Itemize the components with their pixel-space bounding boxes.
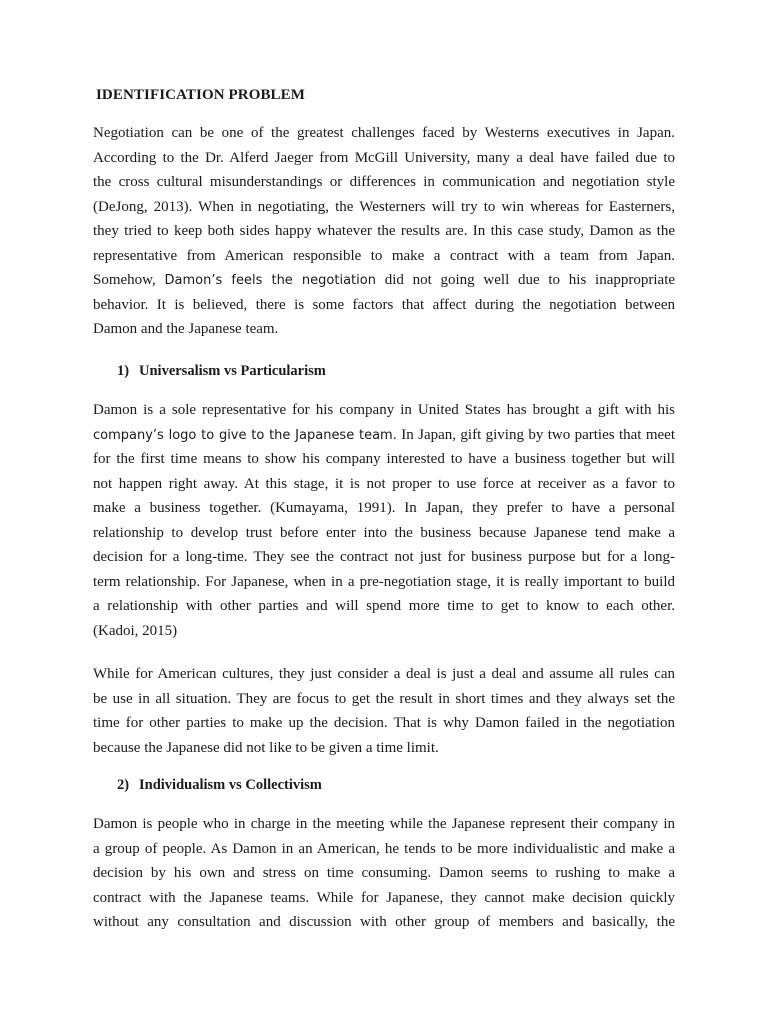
section-heading-1 xyxy=(117,363,326,380)
intro-paragraph xyxy=(93,121,675,342)
section2-paragraph-1 xyxy=(93,812,675,935)
text-line-mixed xyxy=(93,268,675,293)
text-line: While for American cultures, they just consider a deal is just a deal and assume all rules can xyxy=(93,666,675,682)
text-line: According to the Dr. Alferd Jaeger from McGill University, many a deal have failed due to xyxy=(93,149,675,166)
text-line: Damon is a sole representative for his company in United States has brought a gift with his xyxy=(93,402,675,418)
page-title: IDENTIFICATION PROBLEM xyxy=(96,87,306,103)
text-line: a relationship with other parties and will spend more time to get to know to each other. xyxy=(93,598,675,614)
text-line: Damon and the Japanese team. xyxy=(93,321,279,337)
text-line: behavior. It is believed, there is some factors that affect during the negotiation between xyxy=(93,296,675,313)
text-line: decision by his own and stress on time consuming. Damon seems to rushing to make a xyxy=(93,865,675,881)
text-line: Negotiation can be one of the greatest challenges faced by Westerns executives in Japan. xyxy=(93,125,675,141)
section-number: 1) xyxy=(117,363,130,379)
text-line: make a business together. (Kumayama, 1991). In Japan, they prefer to have a personal xyxy=(93,500,675,516)
text-line: term relationship. For Japanese, when in a pre-negotiation stage, it is really important to build xyxy=(93,573,675,590)
text-line: Damon is people who in charge in the meeting while the Japanese represent their company in xyxy=(93,816,675,832)
text-line: the cross cultural misunderstandings or differences in communication and negotiation style xyxy=(93,174,675,190)
text-line: they tried to keep both sides happy whatever the results are. In this case study, Damon as the xyxy=(93,223,675,239)
section1-paragraph-2 xyxy=(93,662,675,760)
text-line: representative from American responsible to make a contract with a team from Japan. xyxy=(93,247,675,264)
text-line-mixed xyxy=(93,423,675,448)
section-heading-2 xyxy=(117,777,322,794)
text-line: not happen right away. At this stage, it is not proper to use force at receiver as a favor to xyxy=(93,475,675,492)
text-line: (DeJong, 2013). When in negotiating, the Westerners will try to win whereas for Easterners, xyxy=(93,198,675,215)
text-line: time for other parties to make up the decision. That is why Damon failed in the negotiation xyxy=(93,715,675,731)
text-line: because the Japanese did not like to be given a time limit. xyxy=(93,739,439,756)
text-line: relationship to develop trust before enter into the business because Japanese tend make a xyxy=(93,524,675,541)
text-line: decision for a long-time. They see the contract not just for business purpose but for a long- xyxy=(93,549,675,565)
section1-paragraph-1 xyxy=(93,398,675,643)
text-fragment: Somehow, xyxy=(93,272,156,288)
section-number: 2) xyxy=(117,777,130,793)
text-line: be use in all situation. They are focus to get the result in short times and they always set the xyxy=(93,690,675,707)
text-line: without any consultation and discussion with other group of members and basically, the xyxy=(93,914,675,930)
text-line: for the first time means to show his company interested to have a business together but will xyxy=(93,451,675,467)
text-fragment: In Japan, gift giving by two parties that meet xyxy=(401,426,675,443)
mono-text-fragment: company’s logo to give to the Japanese team. xyxy=(93,427,397,443)
mono-text-fragment: Damon’s feels the negotiation xyxy=(164,273,376,288)
section-title: Universalism vs Particularism xyxy=(139,363,326,379)
text-line: (Kadoi, 2015) xyxy=(93,622,178,639)
text-line: contract with the Japanese teams. While for Japanese, they cannot make decision quickly xyxy=(93,889,675,906)
text-fragment: did not going well due to his inappropriate xyxy=(384,272,676,288)
section-title: Individualism vs Collectivism xyxy=(139,777,322,793)
text-line: a group of people. As Damon in an American, he tends to be more individualistic and make a xyxy=(93,840,675,857)
